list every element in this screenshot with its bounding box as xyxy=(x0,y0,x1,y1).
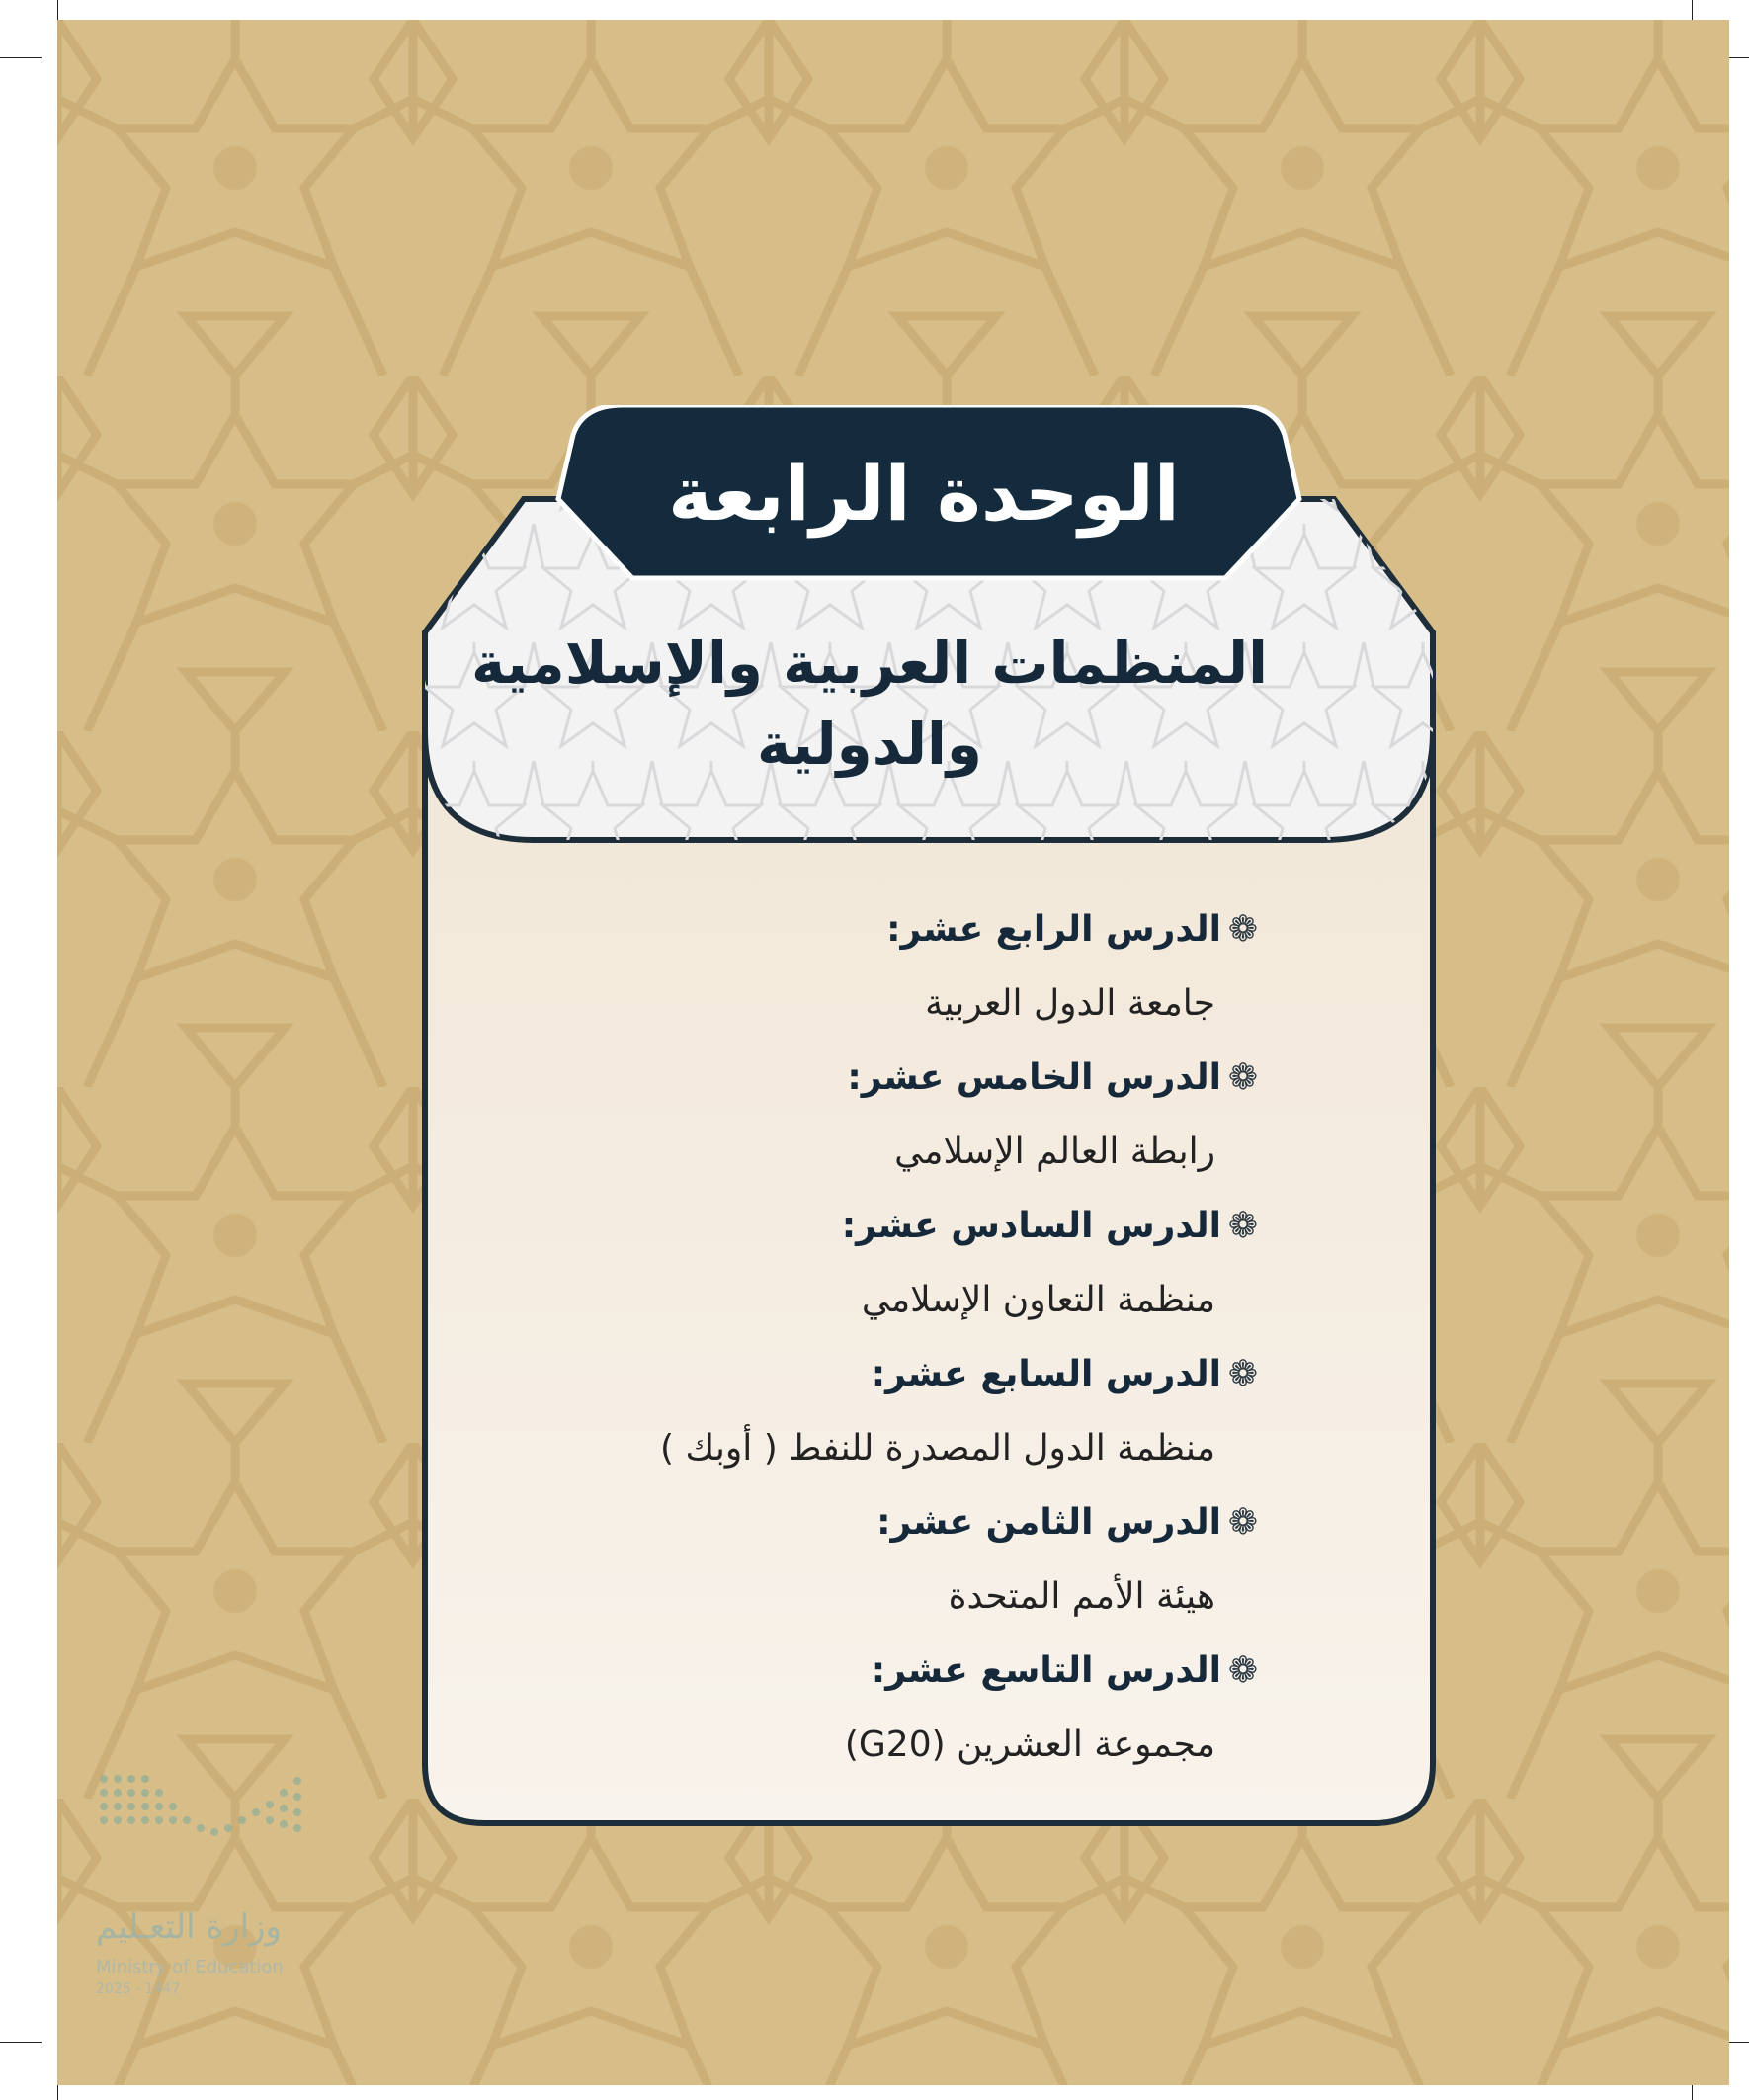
ministry-logo-dots-icon xyxy=(96,1769,308,1844)
lesson-label: الدرس الثامن عشر: xyxy=(876,1502,1221,1543)
lesson-title: جامعة الدول العربية xyxy=(925,983,1215,1024)
ministry-logo-arabic: وزارة التعـليم xyxy=(96,1907,282,1947)
lesson-title: رابطة العالم الإسلامي xyxy=(894,1132,1215,1172)
lesson-item xyxy=(632,1339,1265,1487)
unit-title: الوحدة الرابعة xyxy=(668,450,1180,538)
lesson-title: مجموعة العشرين (G20) xyxy=(844,1724,1215,1765)
lesson-title: منظمة التعاون الإسلامي xyxy=(861,1280,1215,1320)
lesson-item xyxy=(632,1043,1265,1191)
flower-bullet-icon: ❁ xyxy=(1227,1354,1259,1394)
lesson-label: الدرس السادس عشر: xyxy=(841,1206,1221,1246)
ministry-logo-english: Ministry of Education xyxy=(96,1957,284,1977)
unit-subtitle xyxy=(464,623,1275,785)
lesson-item xyxy=(632,1487,1265,1636)
lesson-label: الدرس الرابع عشر: xyxy=(886,909,1221,950)
ministry-logo xyxy=(96,1769,323,2006)
crop-mark xyxy=(0,2042,42,2043)
unit-subtitle-line1: المنظمات العربية والإسلامية xyxy=(470,630,1269,697)
lesson-item xyxy=(632,1191,1265,1339)
lesson-item xyxy=(632,894,1265,1043)
lesson-label: الدرس السابع عشر: xyxy=(871,1354,1221,1394)
lesson-item xyxy=(632,1636,1265,1784)
flower-bullet-icon: ❁ xyxy=(1227,1502,1259,1543)
ministry-logo-year: 2025 - 1447 xyxy=(96,1981,181,1997)
lesson-title: منظمة الدول المصدرة للنفط ( أوبك ) xyxy=(660,1428,1215,1469)
lesson-title: هيئة الأمم المتحدة xyxy=(948,1576,1215,1617)
unit-subtitle-line2: والدولية xyxy=(757,711,982,778)
flower-bullet-icon: ❁ xyxy=(1227,1650,1259,1691)
flower-bullet-icon: ❁ xyxy=(1227,1057,1259,1098)
lesson-label: الدرس الخامس عشر: xyxy=(847,1057,1221,1098)
crop-mark xyxy=(0,57,42,58)
flower-bullet-icon: ❁ xyxy=(1227,909,1259,950)
lessons-list xyxy=(632,894,1265,1784)
lesson-label: الدرس التاسع عشر: xyxy=(871,1650,1221,1691)
flower-bullet-icon: ❁ xyxy=(1227,1206,1259,1246)
